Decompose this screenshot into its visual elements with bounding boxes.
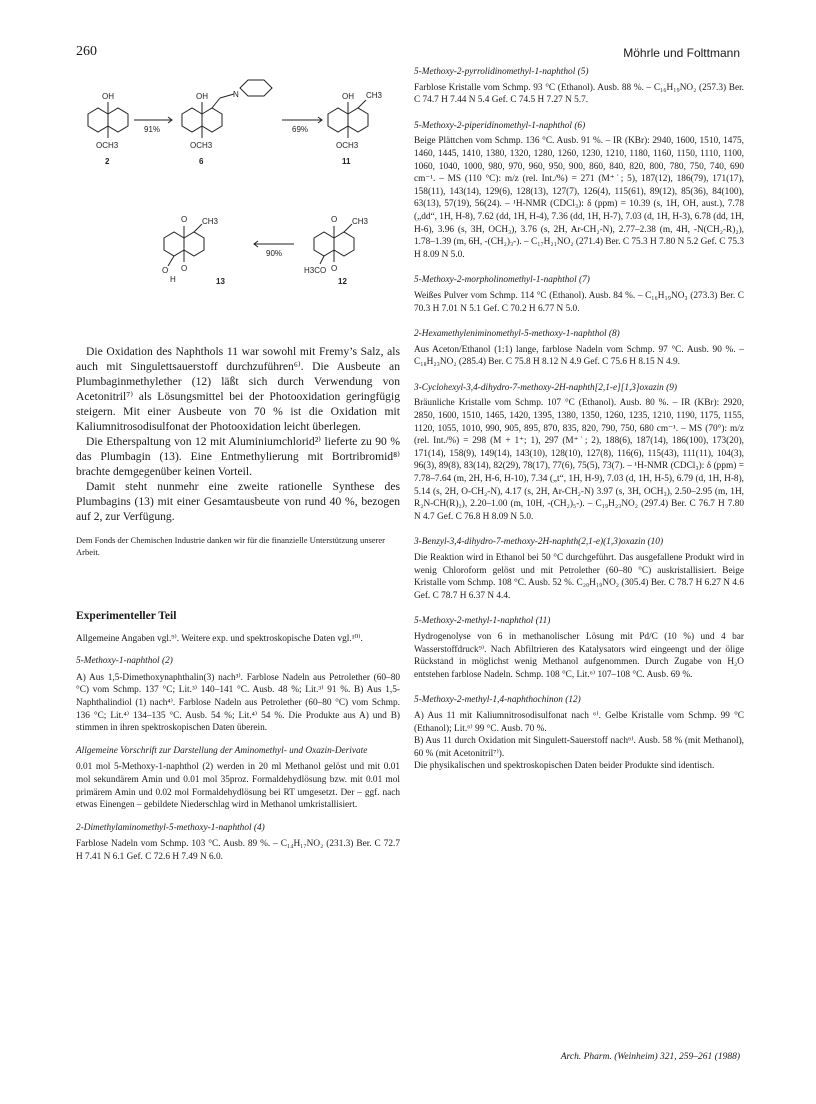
ring	[164, 232, 184, 256]
c11-sub-bottom: OCH3	[336, 141, 359, 150]
c6-sub-top: OH	[196, 92, 208, 101]
entry-title: 3-Benzyl-3,4-dihydro-7-methoxy-2H-naphth(2,1-e)(1,3)oxazin (10)	[414, 537, 664, 548]
ring	[328, 108, 348, 132]
c2-sub-bottom: OCH3	[96, 141, 119, 150]
paragraph: Die Etherspaltung von 12 mit Aluminiumchlorid²⁾ lieferte zu 90 % das Plumbagin (13). Eine Entmethylierung mit Bortribromid⁸⁾ brachte demgegenüber keinen Vorteil.	[76, 435, 400, 478]
entry-title: Allgemeine Vorschrift zur Darstellung der Aminomethyl- und Oxazin-Derivate	[76, 745, 368, 756]
entry-title: 3-Cyclohexyl-3,4-dihydro-7-methoxy-2H-naphth[2,1-e][1,3]oxazin (9)	[414, 382, 677, 393]
section-title: Experimenteller Teil	[76, 610, 177, 622]
paragraph: Damit steht nunmehr eine zweite rationelle Synthese des Plumbagins (13) mit einer Gesamtausbeute von rund 40 %, bezogen auf 2, zur Verfügung.	[76, 480, 400, 523]
c13-h: H	[170, 275, 176, 284]
c12-label: 12	[338, 277, 347, 286]
c2-sub-top: OH	[102, 92, 114, 101]
entry-title: 5-Methoxy-2-morpholinomethyl-1-naphthol (7)	[414, 275, 590, 286]
ring	[348, 108, 368, 132]
c6-sub-n: N	[233, 90, 239, 99]
entry-body: Aus Aceton/Ethanol (1:1) lange, farblose Nadeln vom Schmp. 97 °C. Ausb. 90 %. – C₁₈H₂₃NO₂ (285.4) Ber. C 75.8 H 8.12 N 4.9 Gef. C 75.6 H 8.15 N 4.9.	[414, 344, 744, 368]
general-info: Allgemeine Angaben vgl.⁹⁾. Weitere exp. und spektroskopische Daten vgl.¹⁰⁾.	[76, 633, 363, 644]
c13-label: 13	[216, 277, 225, 286]
experimental-left	[76, 633, 400, 864]
ring	[88, 108, 108, 132]
entry-body: A) Aus 1,5-Dimethoxynaphthalin(3) nach³⁾. Farblose Nadeln aus Petrolether (60–80 °C) vom Schmp. 137 °C; Lit.³⁾ 140–141 °C. Ausb. 48 %; Lit.³⁾ 91 %. B) Aus 1,5-Naphthalindiol (1) nach⁴⁾. Farblose Nadeln aus Petrolether (60–80 °C) vom Schmp. 136 °C; Lit.⁴⁾ 134–135 °C. Ausb. 54 %; Lit.⁴⁾ 54 %. Die Produkte aus A) und B) stimmen in ihren spektroskopischen Daten überein.	[76, 672, 400, 734]
paragraph: Die Oxidation des Naphthols 11 war sowohl mit Fremy’s Salz, als auch mit Singulettsauerstoff durchzuführen⁶⁾. Die Ausbeute an Plumbaginmethylether (12) läßt sich durch Verwendung von Acetonitril⁷⁾ als Lösungsmittel bei der Photooxidation geringfügig steigern. Mit einer Ausbeute von 70 % ist die Oxidation mit Kaliumnitrosodisulfonat der Photooxidation leicht überlegen.	[76, 345, 400, 433]
entry-body: A) Aus 11 mit Kaliumnitrosodisulfonat nach ⁶⁾. Gelbe Kristalle vom Schmp. 99 °C (Ethanol); Lit.⁶⁾ 99 °C. Ausb. 70 %. B) Aus 11 durch Oxidation mit Singulett-Sauerstoff nach⁶⁾. Ausb. 58 % (mit Methanol), 60 % (mit Acetonitril⁷⁾). Die physikalischen und spektroskopischen Daten beider Produkte sind identisch.	[414, 710, 744, 772]
c2-label: 2	[105, 157, 110, 166]
entry	[414, 66, 744, 107]
entry-title: 2-Hexamethyleniminomethyl-5-methoxy-1-naphthol (8)	[414, 329, 620, 340]
left-column	[76, 66, 400, 864]
ring	[182, 108, 202, 132]
entry	[414, 615, 744, 681]
ring	[108, 108, 128, 132]
journal-citation: Arch. Pharm. (Weinheim) 321, 259–261 (1988)	[560, 1052, 740, 1062]
entry	[414, 382, 744, 524]
c13-o-bottom: O	[181, 264, 188, 273]
c13-o-top: O	[181, 215, 188, 224]
main-text	[76, 344, 400, 524]
c6-sub-bottom: OCH3	[190, 141, 213, 150]
entry-title: 2-Dimethylaminomethyl-5-methoxy-1-naphthol (4)	[76, 822, 265, 833]
entry-body: Farblose Nadeln vom Schmp. 103 °C. Ausb. 89 %. – C₁₄H₁₇NO₂ (231.3) Ber. C 72.7 H 7.41 N 6.1 Gef. C 72.6 H 7.49 N 6.0.	[76, 839, 400, 862]
entry-body: Weißes Pulver vom Schmp. 114 °C (Ethanol). Ausb. 84 %. – C₁₆H₁₉NO₃ (273.3) Ber. C 70.3 H 7.01 N 5.1 Gef. C 70.2 H 6.77 N 5.0.	[414, 290, 744, 314]
arrow1-yield: 91%	[144, 125, 161, 134]
c11-sub-me: CH3	[366, 91, 383, 100]
c11-sub-top: OH	[342, 92, 354, 101]
c12-me: CH3	[352, 217, 369, 226]
reaction-scheme-drawing	[76, 66, 400, 314]
entry-body: Die Reaktion wird in Ethanol bei 50 °C durchgeführt. Das ausgefallene Produkt wird in wenig Chloroform gelöst und mit Petrolether (60–80 °C) auskristallisiert. Beige Kristalle vom Schmp. 108 °C. Ausb. 52 %. C₂₀H₁₉NO₂ (305.4) Ber. C 78.7 H 6.27 N 4.6 Gef. C 78.7 H 6.37 N 4.4.	[414, 553, 744, 601]
right-column	[414, 66, 744, 786]
entry-title: 5-Methoxy-2-pyrrolidinomethyl-1-naphthol (5)	[414, 67, 589, 77]
entry	[414, 274, 744, 315]
ring	[202, 108, 222, 132]
entry-body: Bräunliche Kristalle vom Schmp. 107 °C (Ethanol). Ausb. 80 %. – IR (KBr): 2920, 2850, 1600, 1510, 1465, 1420, 1395, 1380, 1350, 1260, 1235, 1210, 1190, 1175, 1155, 1120, 1055, 1010, 990, 905, 895, 870, 835, 820, 790, 750, 680 cm⁻¹. – MS (70°): m/z (rel. Int./%) = 298 (M + 1⁺; 1), 297 (M⁺˙; 2), 188(6), 187(14), 186(100), 173(20), 171(14), 158(9), 149(14), 143(10), 128(10), 127(8), 116(6), 115(43), 111(11), 104(3), 96(3), 89(8), 83(14), 82(29), 78(17), 77(6), 75(5), 73(7). – ¹H-NMR (CDCl₃): δ (ppm) = 7.78–7.64 (m, 2H, H-6, H-10), 7.34 („t“, 1H, H-9), 7.03 (d, 1H, H-5), 6.79 (d, 1H, H-8), 5.14 (s, 2H, O-CH₂-N), 4.17 (s, 2H, Ar-CH₂-N) 3.97 (s, 3H, OCH₃), 2.50–2.95 (m, 1H, R₂N-CH(R)₂), 2.20–1.00 (m, 10H, -(CH₂)₅-). – C₁₉H₂₃NO₂ (297.4) Ber. C 76.7 H 7.80 N 4.7 Gef. C 76.8 H 8.09 N 5.0.	[414, 398, 744, 522]
page-number: 260	[76, 44, 97, 59]
entry	[414, 120, 744, 262]
entry-title: 5-Methoxy-2-methyl-1,4-naphthochinon (12)	[414, 695, 581, 706]
c11-label: 11	[342, 157, 351, 166]
c12-o-top: O	[331, 215, 338, 224]
ring	[334, 232, 354, 256]
entry-body: Hydrogenolyse von 6 in methanolischer Lösung mit Pd/C (10 %) und 4 bar Wasserstoffdruck⁹⁾. Nach Abfiltrieren des Katalysators wird eingeengt und der ölige Rückstand in möglichst wenig Methanol aufgenommen. Durch Zugabe von H₂O entstehen farblose Nadeln. Schmp. 108 °C, Lit.⁶⁾ 107–108 °C. Ausb. 69 %.	[414, 631, 744, 680]
ring	[184, 232, 204, 256]
acknowledgement: Dem Fonds der Chemischen Industrie danken wir für die finanzielle Unterstützung unserer Arbeit.	[76, 535, 385, 557]
arrow2-yield: 69%	[292, 125, 309, 134]
c12-ome: H3CO	[304, 266, 327, 275]
c13-oh: O	[162, 266, 169, 275]
c12-o-bottom: O	[331, 264, 338, 273]
entry	[414, 694, 744, 773]
reaction-scheme	[76, 66, 400, 314]
ring	[314, 232, 334, 256]
entry	[414, 536, 744, 602]
arrow3-yield: 90%	[266, 249, 283, 258]
entry	[414, 328, 744, 369]
entry-title: 5-Methoxy-2-methyl-1-naphthol (11)	[414, 616, 551, 627]
running-head: Möhrle und Folttmann	[623, 46, 740, 60]
piperidine-ring	[240, 80, 272, 96]
entry-body: 0.01 mol 5-Methoxy-1-naphthol (2) werden in 20 ml Methanol gelöst und mit 0.01 mol sekundärem Amin und 0.01 mol 35proz. Formaldehydlösung bzw. mit 0.01 mol primärem Amin und 0.02 mol Formaldehydlösung bei RT umgesetzt. Der – ggf. nach etwas Einengen – gebildete Niederschlag wird in Methanol umkristallisiert.	[76, 762, 400, 811]
c6-label: 6	[199, 157, 204, 166]
entry-title: 5-Methoxy-2-piperidinomethyl-1-naphthol (6)	[414, 120, 586, 131]
c13-me: CH3	[202, 217, 219, 226]
entry-title: 5-Methoxy-1-naphthol (2)	[76, 656, 173, 667]
entry-body: Beige Plättchen vom Schmp. 136 °C. Ausb. 91 %. – IR (KBr): 2940, 1600, 1510, 1475, 1460, 1445, 1410, 1380, 1320, 1280, 1260, 1230, 1210, 1180, 1160, 1150, 1110, 1100, 1060, 1040, 1000, 980, 970, 960, 950, 900, 860, 840, 820, 800, 780, 750, 740, 690 cm⁻¹. – MS (110 °C): m/z (rel. Int./%) = 271 (M⁺˙; 5), 187(12), 186(79), 171(17), 158(11), 143(14), 129(6), 128(13), 127(7), 126(4), 115(61), 89(12), 85(36), 84(100), 63(13), 57(19), 56(24). – ¹H-NMR (CDCl₃): δ (ppm) = 10.39 (s, 1H, OH, aust.), 7.78 („dd“, 1H, H-8), 7.62 (dd, 1H, H-4), 7.36 (dd, 1H, H-7), 7.03 (d, 1H, H-3), 6.78 (dd, 1H, H-6), 3.96 (s, 3H, OCH₃), 3.76 (s, 2H, Ar-CH₂-N), 2.77–2.38 (m, 4H, -N(CH₂-R)₂), 1.78–1.39 (m, 6H, -(CH₂)₃-). – C₁₇H₂₁NO₂ (271.4) Ber. C 75.3 H 7.80 N 5.2 Gef. C 75.3 H 8.09 N 5.0.	[414, 136, 744, 260]
entry-body: Farblose Kristalle vom Schmp. 93 °C (Ethanol). Ausb. 88 %. – C₁₆H₁₉NO₂ (257.3) Ber. C 74.7 H 7.44 N 5.4 Gef. C 74.5 H 7.27 N 5.7.	[414, 82, 744, 106]
